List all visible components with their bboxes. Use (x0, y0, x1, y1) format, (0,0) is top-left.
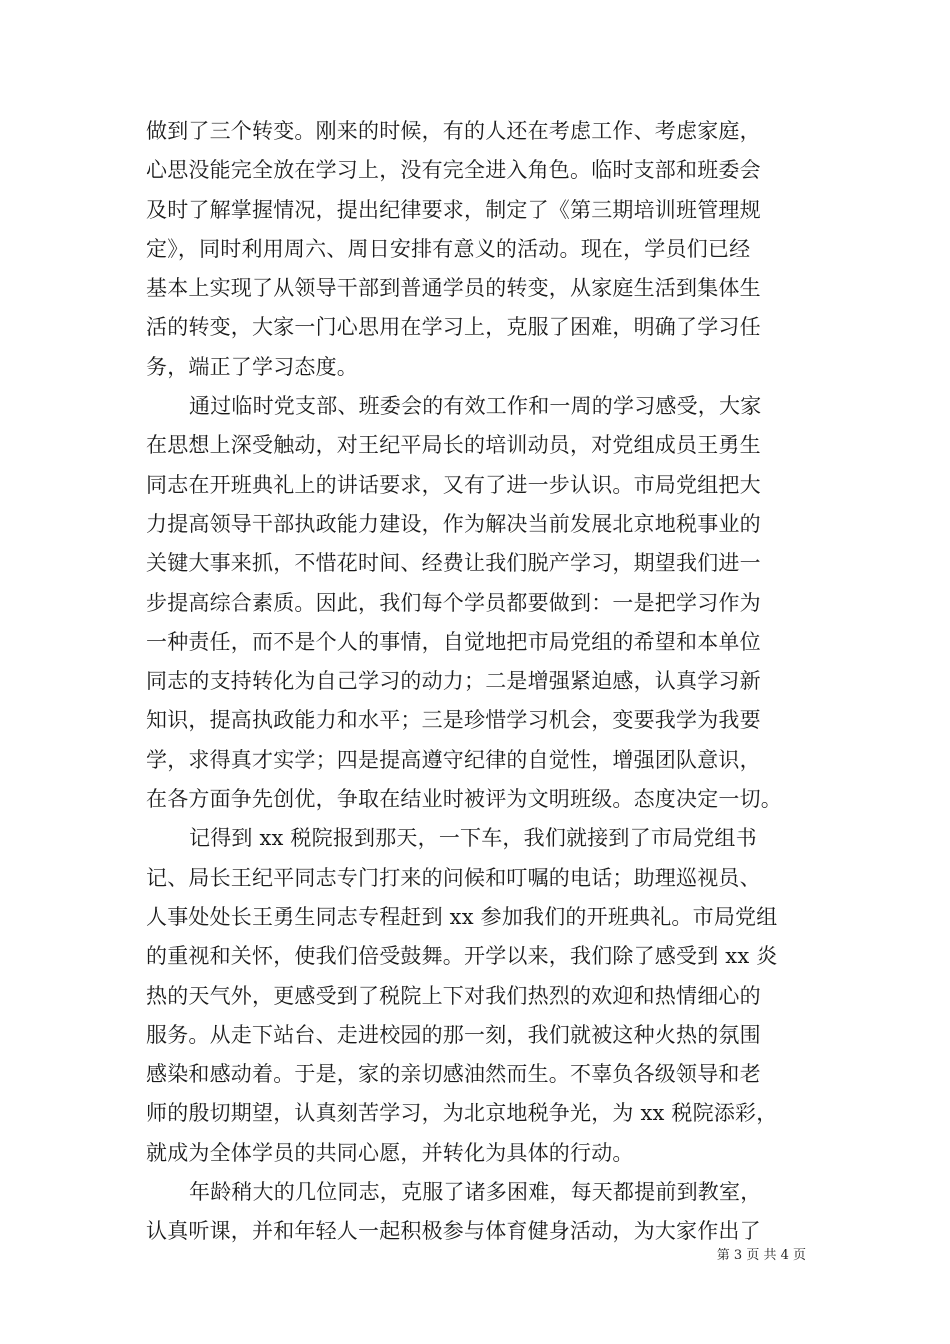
paragraph (146, 387, 806, 819)
page-number-footer: 第 3 页 共 4 页 (716, 1248, 806, 1263)
paragraph (146, 819, 806, 1173)
text-line: 就成为全体学员的共同心愿，并转化为具体的行动。 (146, 1140, 634, 1165)
document-body (146, 112, 806, 1252)
text-line: 年龄稍大的几位同志，克服了诸多困难，每天都提前到教室， (189, 1180, 762, 1205)
text-line: 学，求得真才实学；四是提高遵守纪律的自觉性，增强团队意识， (146, 747, 761, 772)
text-line: 感染和感动着。于是，家的亲切感油然而生。不辜负各级领导和老 (146, 1062, 761, 1087)
paragraph (146, 112, 806, 387)
text-line: 知识，提高执政能力和水平；三是珍惜学习机会，变要我学为我要 (146, 708, 761, 733)
text-line: 心思没能完全放在学习上，没有完全进入角色。临时支部和班委会 (146, 158, 761, 183)
text-line: 热的天气外，更感受到了税院上下对我们热烈的欢迎和热情细心的 (146, 983, 761, 1008)
text-line: 活的转变，大家一门心思用在学习上，克服了困难，明确了学习任 (146, 315, 761, 340)
text-line: 在各方面争先创优，争取在结业时被评为文明班级。态度决定一切。 (146, 787, 782, 812)
text-line: 师的殷切期望，认真刻苦学习，为北京地税争光，为 xx 税院添彩， (146, 1101, 778, 1126)
text-line: 定》，同时利用周六、周日安排有意义的活动。现在，学员们已经 (146, 236, 751, 261)
text-line: 务，端正了学习态度。 (146, 354, 358, 379)
text-line: 服务。从走下站台、走进校园的那一刻，我们就被这种火热的氛围 (146, 1022, 761, 1047)
text-line: 的重视和关怀，使我们倍受鼓舞。开学以来，我们除了感受到 xx 炎 (146, 944, 778, 969)
text-line: 步提高综合素质。因此，我们每个学员都要做到：一是把学习作为 (146, 590, 761, 615)
text-line: 一种责任，而不是个人的事情，自觉地把市局党组的希望和本单位 (146, 629, 761, 654)
text-line: 同志在开班典礼上的讲话要求，又有了进一步认识。市局党组把大 (146, 472, 761, 497)
text-line: 在思想上深受触动，对王纪平局长的培训动员，对党组成员王勇生 (146, 433, 761, 458)
text-line: 认真听课，并和年轻人一起积极参与体育健身活动，为大家作出了 (146, 1219, 761, 1244)
text-line: 关键大事来抓，不惜花时间、经费让我们脱产学习，期望我们进一 (146, 551, 761, 576)
text-line: 及时了解掌握情况，提出纪律要求，制定了《第三期培训班管理规 (146, 197, 761, 222)
text-line: 人事处处长王勇生同志专程赶到 xx 参加我们的开班典礼。市局党组 (146, 904, 778, 929)
paragraph (146, 1173, 806, 1252)
text-line: 基本上实现了从领导干部到普通学员的转变，从家庭生活到集体生 (146, 276, 761, 301)
text-line: 做到了三个转变。刚来的时候，有的人还在考虑工作、考虑家庭， (146, 119, 761, 143)
text-line: 同志的支持转化为自己学习的动力；二是增强紧迫感，认真学习新 (146, 669, 761, 694)
text-line: 力提高领导干部执政能力建设，作为解决当前发展北京地税事业的 (146, 511, 761, 536)
text-line: 记得到 xx 税院报到那天，一下车，我们就接到了市局党组书 (189, 826, 757, 851)
text-line: 记、局长王纪平同志专门打来的问候和叮嘱的电话；助理巡视员、 (146, 865, 761, 890)
text-line: 通过临时党支部、班委会的有效工作和一周的学习感受，大家 (189, 394, 762, 419)
